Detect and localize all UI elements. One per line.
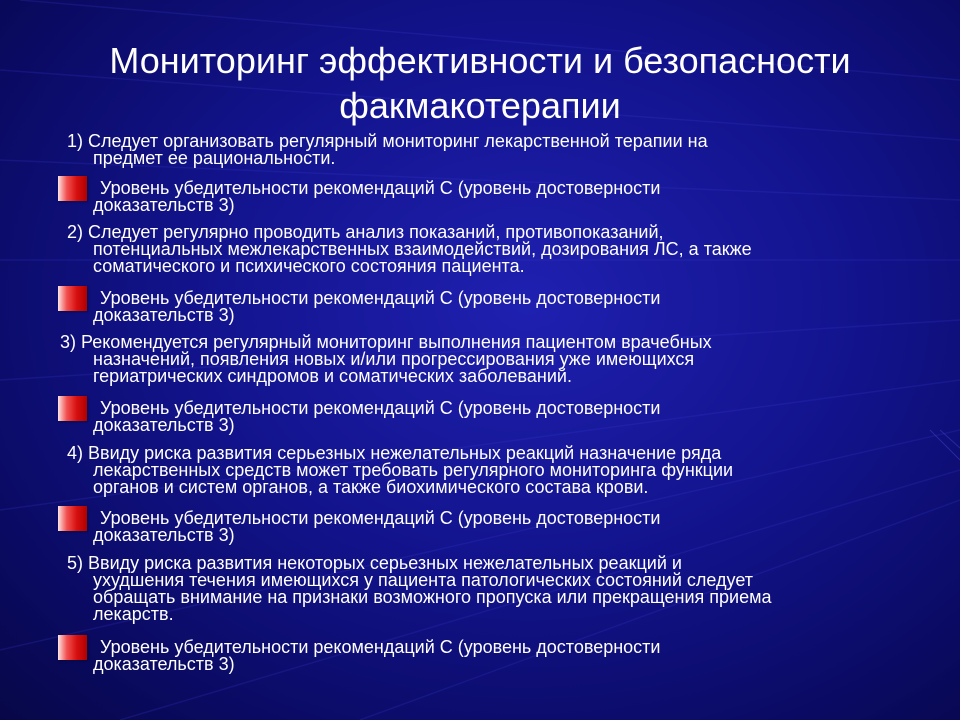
slide-title-line-2: факмакотерапии (339, 85, 621, 126)
recommendation-line: соматического и психического состояния пациента. (93, 256, 525, 276)
recommendation-line: потенциальных межлекарственных взаимодействий, дозирования ЛС, а также (93, 239, 752, 259)
evidence-level-line: Уровень убедительности рекомендаций С (уровень достоверности (100, 637, 661, 657)
recommendation-line: лекарственных средств может требовать регулярного мониторинга функции (93, 460, 734, 480)
recommendation-line: предмет ее рациональности. (93, 148, 336, 168)
recommendation-line: органов и систем органов, а также биохимического состава крови. (93, 477, 649, 497)
evidence-level-line: доказательств 3) (93, 525, 235, 545)
recommendation-2 (64, 224, 924, 275)
recommendation-line: обращать внимание на признаки возможного пропуска или прекращения приема (93, 587, 772, 607)
recommendation-4 (64, 445, 924, 496)
bullet-square-icon (58, 506, 87, 531)
evidence-level-3 (93, 400, 913, 434)
recommendation-line: гериатрических синдромов и соматических заболеваний. (93, 366, 572, 386)
slide-title-line-1: Мониторинг эффективности и безопасности (109, 40, 851, 81)
recommendation-line: 3) Рекомендуется регулярный мониторинг выполнения пациентом врачебных (60, 332, 712, 352)
recommendation-3 (57, 334, 917, 385)
evidence-level-line: Уровень убедительности рекомендаций С (уровень достоверности (100, 508, 661, 528)
recommendation-line: ухудшения течения имеющихся у пациента патологических состояний следует (93, 570, 753, 590)
recommendation-1 (64, 133, 924, 167)
evidence-level-line: доказательств 3) (93, 195, 235, 215)
evidence-level-1 (93, 180, 913, 214)
evidence-level-line: доказательств 3) (93, 305, 235, 325)
evidence-level-line: Уровень убедительности рекомендаций С (уровень достоверности (100, 288, 661, 308)
evidence-level-5 (93, 639, 913, 673)
evidence-level-line: Уровень убедительности рекомендаций С (уровень достоверности (100, 178, 661, 198)
recommendation-5 (64, 555, 924, 623)
slide-title (60, 38, 900, 128)
bullet-square-icon (58, 176, 87, 201)
bullet-square-icon (58, 396, 87, 421)
recommendation-line: 2) Следует регулярно проводить анализ показаний, противопоказаний, (67, 222, 664, 242)
recommendation-line: 4) Ввиду риска развития серьезных нежелательных реакций назначение ряда (67, 443, 722, 463)
recommendation-line: назначений, появления новых и/или прогрессирования уже имеющихся (93, 349, 695, 369)
recommendation-line: 5) Ввиду риска развития некоторых серьезных нежелательных реакций и (67, 553, 682, 573)
evidence-level-line: доказательств 3) (93, 415, 235, 435)
evidence-level-line: Уровень убедительности рекомендаций С (уровень достоверности (100, 398, 661, 418)
bullet-square-icon (58, 635, 87, 660)
evidence-level-line: доказательств 3) (93, 654, 235, 674)
recommendation-line: лекарств. (93, 604, 174, 624)
bullet-square-icon (58, 286, 87, 311)
evidence-level-4 (93, 510, 913, 544)
evidence-level-2 (93, 290, 913, 324)
recommendation-line: 1) Следует организовать регулярный мониторинг лекарственной терапии на (67, 131, 708, 151)
